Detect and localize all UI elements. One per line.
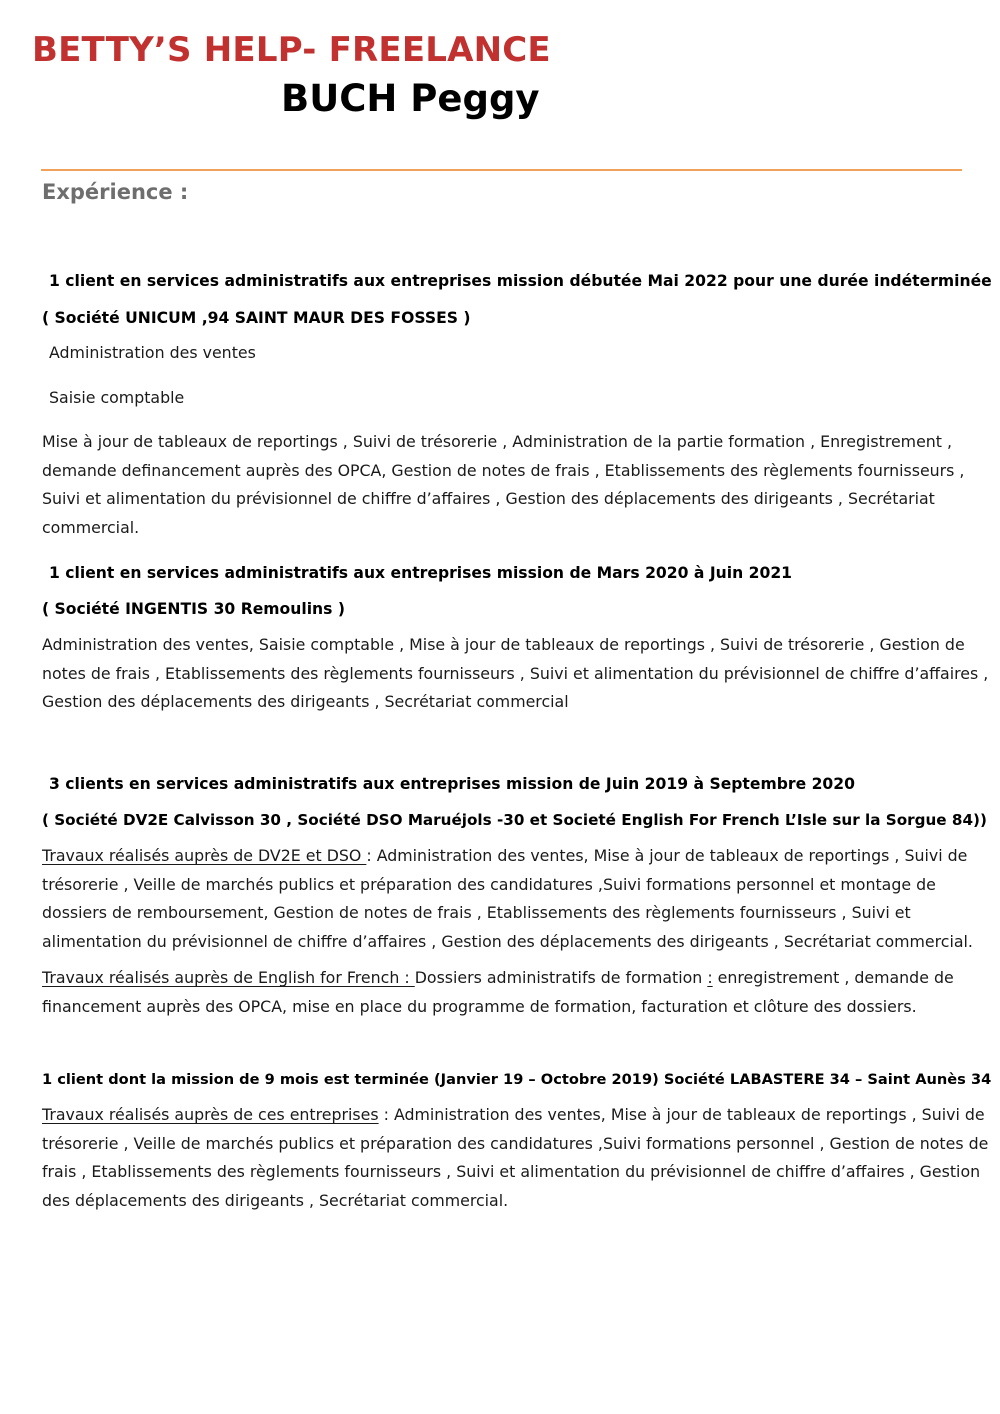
details-line: demande definancement auprès des OPCA, Gestion de notes de frais , Etablissements des règlements fournisseurs , (42, 460, 965, 480)
details-line: alimentation du prévisionnel de chiffre d’affaires , Gestion des déplacements des dirigeants , Secrétariat commercial. (42, 931, 973, 951)
details-line: trésorerie , Veille de marchés publics et préparation des candidatures ,Suivi formations personnel et montage de (42, 874, 936, 894)
work-label: Travaux réalisés auprès de ces entreprises (42, 1105, 379, 1124)
mission-details (42, 428, 992, 542)
details-line: trésorerie , Veille de marchés publics et préparation des candidatures ,Suivi formations personnel , Gestion de notes de (42, 1133, 989, 1153)
mission-company: ( Société DV2E Calvisson 30 , Société DSO Maruéjols -30 et Societé English For French L’Isle sur la Sorgue 84)) (42, 811, 987, 829)
details-text: : Administration des ventes, Mise à jour de tableaux de reportings , Suivi de (378, 1105, 985, 1124)
mission-heading: 1 client dont la mission de 9 mois est terminée (Janvier 19 – Octobre 2019) Société LABASTERE 34 – Saint Aunès 34 (42, 1071, 992, 1088)
mission-company: ( Société UNICUM ,94 SAINT MAUR DES FOSSES ) (42, 309, 471, 327)
details-line: des déplacements des dirigeants , Secrétariat commercial. (42, 1190, 509, 1210)
details-line: notes de frais , Etablissements des règlements fournisseurs , Suivi et alimentation du prévisionnel de chiffre d’affaires , (42, 663, 989, 683)
mission-details (42, 964, 992, 1021)
details-text: enregistrement , demande de (712, 968, 954, 987)
mission-details (42, 1101, 992, 1215)
details-text: : (707, 968, 713, 987)
details-line: dossiers de remboursement, Gestion de notes de frais , Etablissements des règlements fournisseurs , Suivi et (42, 903, 911, 923)
mission-heading: 3 clients en services administratifs aux entreprises mission de Juin 2019 à Septembre 2020 (49, 775, 855, 793)
details-line: financement auprès des OPCA, mise en place du programme de formation, facturation et clôture des dossiers. (42, 996, 917, 1016)
mission-company: ( Société INGENTIS 30 Remoulins ) (42, 600, 345, 618)
details-line: Administration des ventes, Saisie comptable , Mise à jour de tableaux de reportings , Suivi de trésorerie , Gestion de (42, 635, 965, 654)
details-line: Mise à jour de tableaux de reportings , Suivi de trésorerie , Administration de la partie formation , Enregistrement , (42, 432, 953, 451)
details-line: frais , Etablissements des règlements fournisseurs , Suivi et alimentation du prévisionnel de chiffre d’affaires , Gestion (42, 1162, 981, 1182)
mission-details (42, 631, 992, 717)
brand-title: BETTY’S HELP- FREELANCE (32, 30, 551, 70)
details-line (42, 964, 992, 993)
details-line: Gestion des déplacements des dirigeants , Secrétariat commercial (42, 692, 569, 712)
details-line: Suivi et alimentation du prévisionnel de chiffre d’affaires , Gestion des déplacements des dirigeants , Secrétariat (42, 489, 935, 509)
mission-item: Administration des ventes (49, 343, 256, 362)
mission-heading: 1 client en services administratifs aux entreprises mission de Mars 2020 à Juin 2021 (49, 564, 793, 582)
mission-details (42, 842, 992, 956)
work-label: Travaux réalisés auprès de DV2E et DSO (42, 846, 367, 865)
mission-heading: 1 client en services administratifs aux entreprises mission débutée Mai 2022 pour une durée indéterminée (49, 272, 992, 290)
work-label: Travaux réalisés auprès de English for French : (42, 968, 415, 987)
details-line (42, 842, 992, 871)
person-name: BUCH Peggy (281, 77, 540, 120)
details-text: : Administration des ventes, Mise à jour de tableaux de reportings , Suivi de (366, 846, 968, 865)
section-title: Expérience : (42, 180, 189, 204)
details-line (42, 1101, 992, 1130)
details-text: Dossiers administratifs de formation (414, 968, 708, 987)
mission-item: Saisie comptable (49, 388, 185, 407)
header-divider (41, 169, 962, 171)
details-line: commercial. (42, 517, 140, 537)
